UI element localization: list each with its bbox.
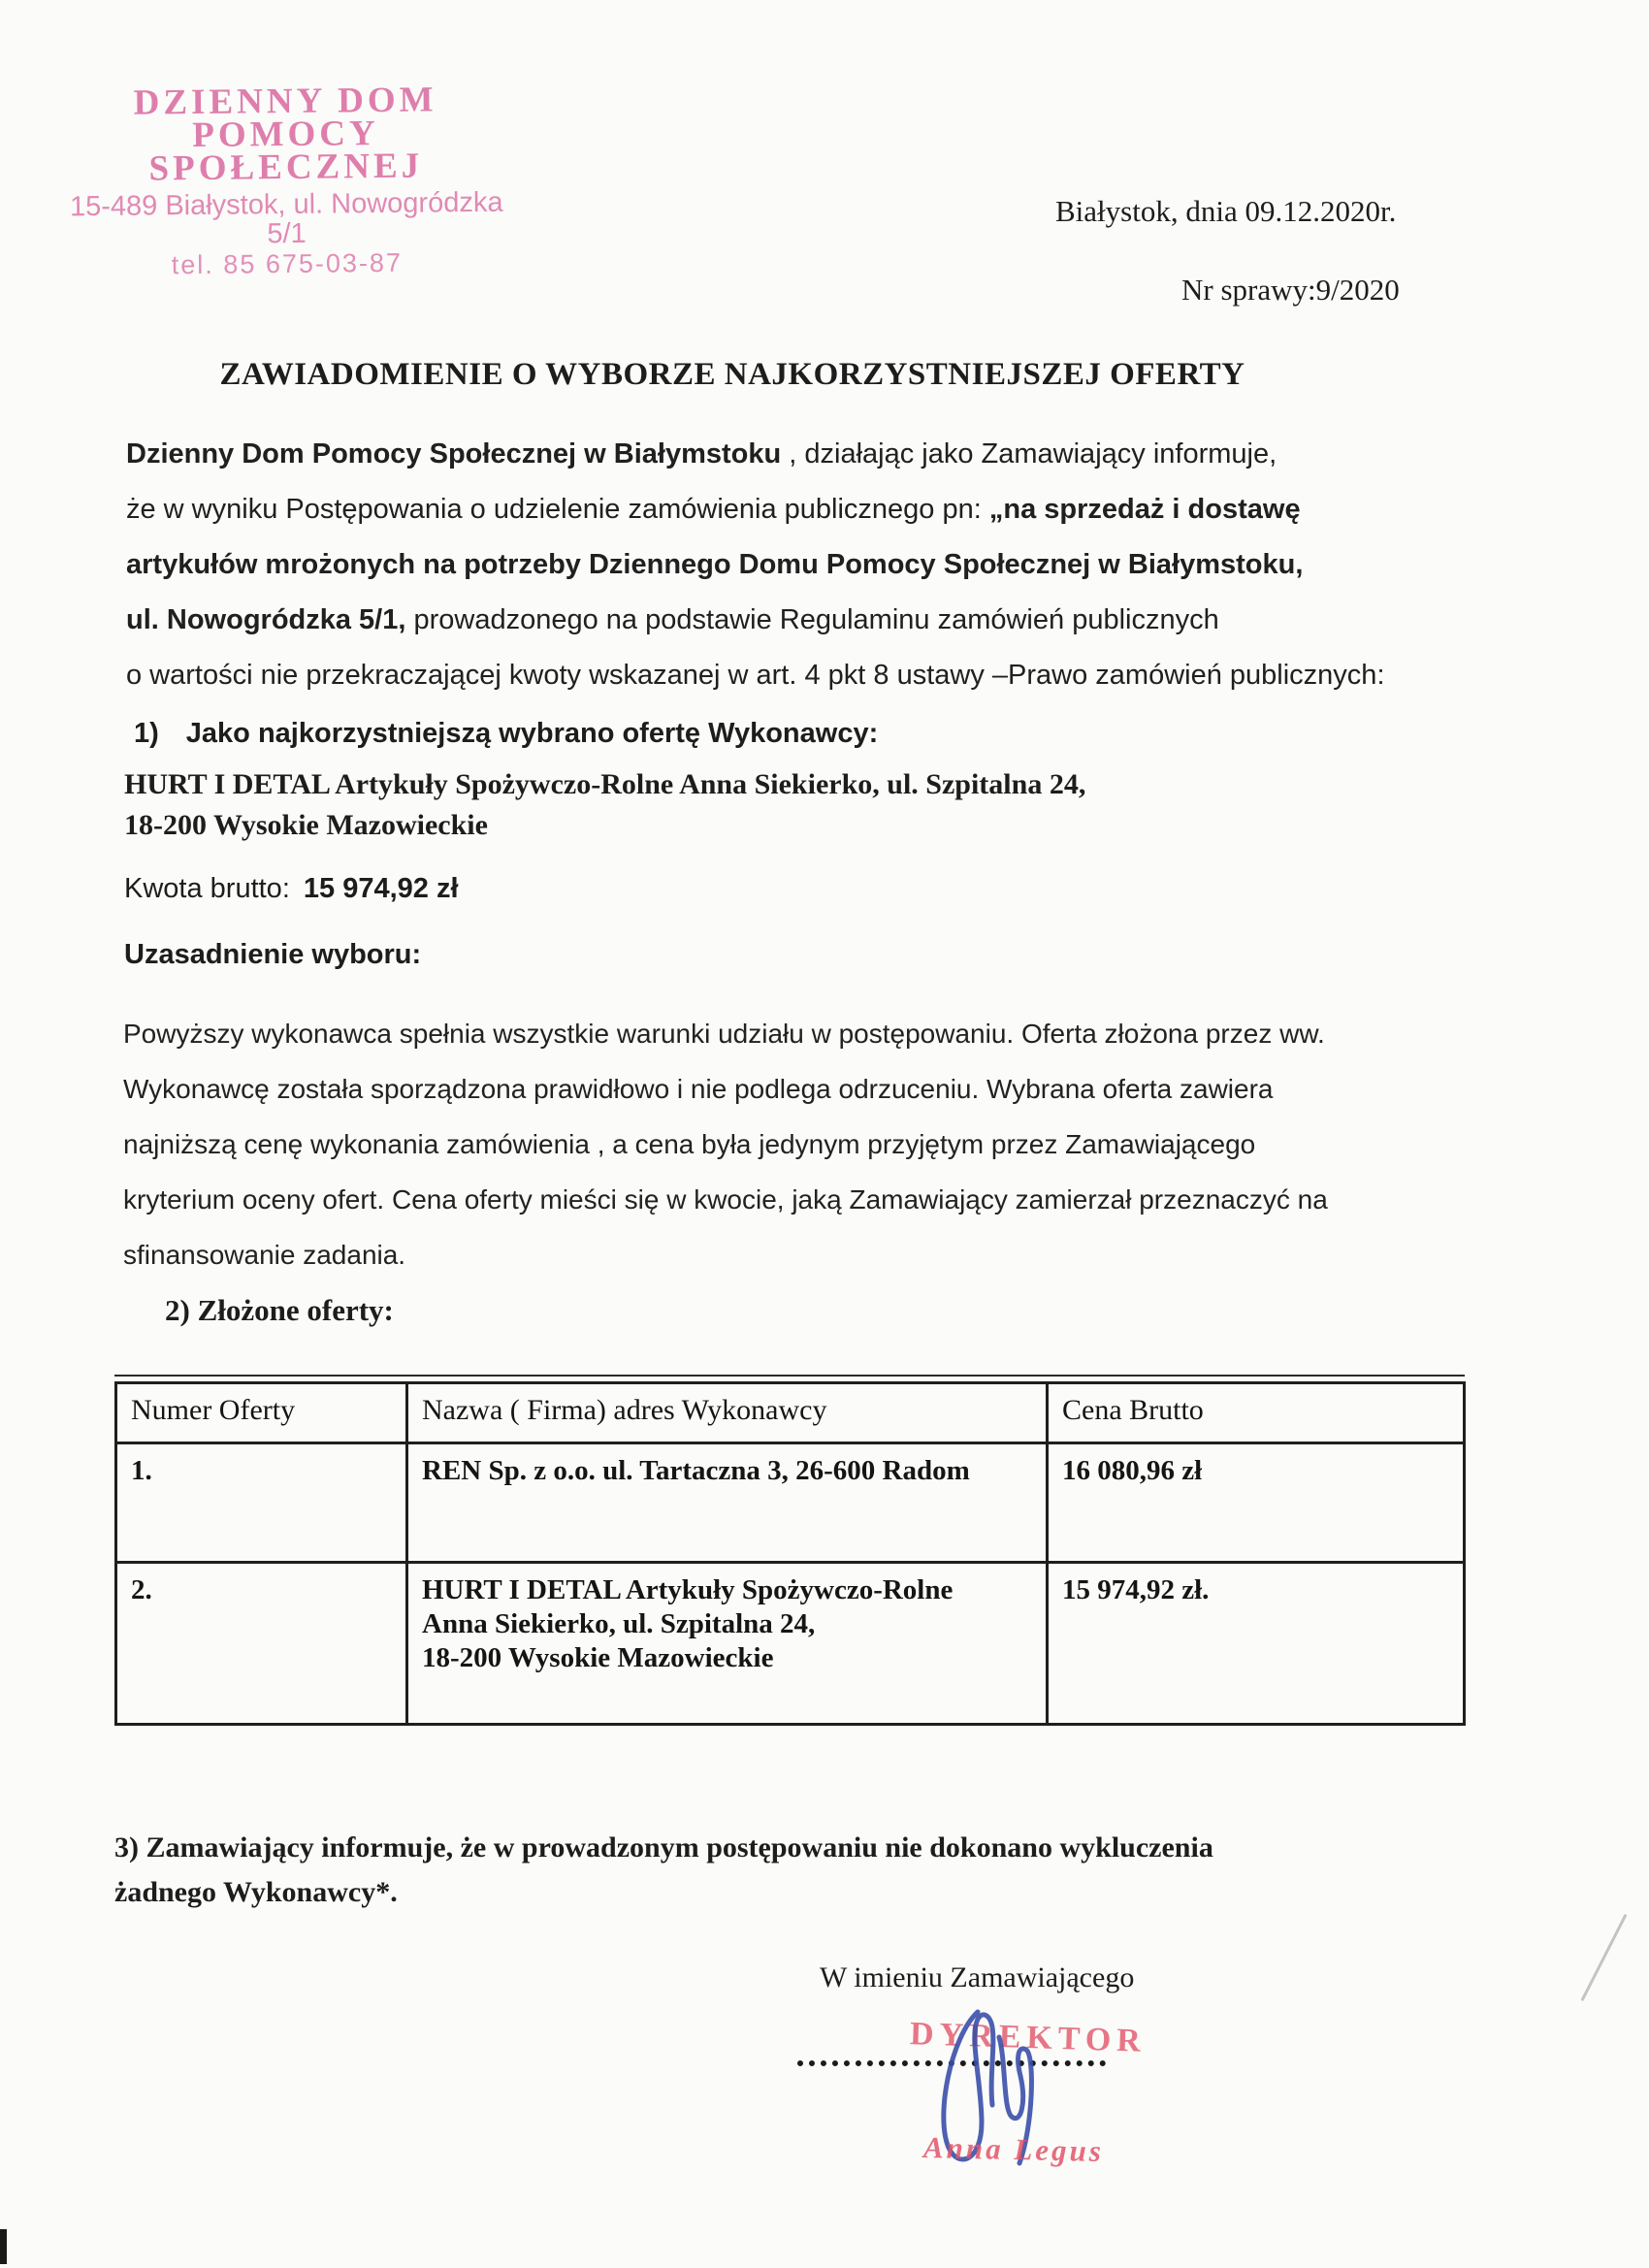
table-top-scan-line bbox=[114, 1375, 1465, 1377]
intro-seg: , działając jako Zamawiający informuje, bbox=[781, 438, 1277, 470]
director-role-stamp: DYREKTOR bbox=[909, 2016, 1148, 2059]
justification-heading: Uzasadnienie wyboru: bbox=[124, 939, 422, 970]
point1-heading-text: Jako najkorzystniejszą wybrano ofertę Wykonawcy: bbox=[185, 718, 879, 749]
col-header-contractor: Nazwa ( Firma) adres Wykonawcy bbox=[407, 1383, 1048, 1443]
contractor-line: Anna Siekierko, ul. Szpitalna 24, bbox=[422, 1608, 816, 1639]
offers-table bbox=[114, 1381, 1466, 1726]
document-title: ZAWIADOMIENIE O WYBORZE NAJKORZYSTNIEJSZEJ OFERTY bbox=[219, 357, 1245, 392]
intro-seg: że w wyniku Postępowania o udzielenie zamówienia publicznego pn: bbox=[126, 494, 989, 525]
justification-line: najniższą cenę wykonania zamówienia , a cena była jedynym przyjętym przez Zamawiającego bbox=[123, 1129, 1256, 1159]
justification-line: sfinansowanie zadania. bbox=[123, 1240, 406, 1270]
intro-line-2 bbox=[126, 494, 1301, 526]
place-and-date: Białystok, dnia 09.12.2020r. bbox=[1055, 194, 1397, 228]
office-stamp-name-line2: POMOCY SPOŁECZNEJ bbox=[148, 113, 424, 189]
gross-amount-label: Kwota brutto: bbox=[124, 873, 290, 904]
justification-line: Wykonawcę została sporządzona prawidłowo i nie podlega odrzuceniu. Wybrana oferta zawiera bbox=[123, 1074, 1274, 1104]
point3-line1: 3) Zamawiający informuje, że w prowadzonym postępowaniu nie dokonano wykluczenia bbox=[114, 1831, 1213, 1863]
justification-line: kryterium oceny ofert. Cena oferty mieści się w kwocie, jaką Zamawiający zamierzał przeznaczyć na bbox=[123, 1184, 1328, 1215]
intro-line-5 bbox=[126, 660, 1385, 692]
offer-number-cell: 2. bbox=[116, 1563, 407, 1725]
office-stamp-phone: tel. 85 675-03-87 bbox=[171, 247, 404, 280]
director-name-stamp: Anna Legus bbox=[922, 2130, 1105, 2168]
intro-seg: artykułów mrożonych na potrzeby Dziennego Domu Pomocy Społecznej w Białymstoku, bbox=[126, 549, 1304, 580]
intro-seg: o wartości nie przekraczającej kwoty wskazanej w art. 4 pkt 8 ustawy –Prawo zamówień publicznych: bbox=[126, 660, 1385, 691]
table-row bbox=[116, 1563, 1465, 1725]
offers-table-header-row bbox=[116, 1383, 1465, 1443]
intro-seg: „na sprzedaż i dostawę bbox=[988, 494, 1301, 525]
col-header-offer-number: Numer Oferty bbox=[116, 1383, 407, 1443]
contractor-line: HURT I DETAL Artykuły Spożywczo-Rolne bbox=[422, 1574, 954, 1605]
justification-line: Powyższy wykonawca spełnia wszystkie warunki udziału w postępowaniu. Oferta złożona przez ww. bbox=[123, 1019, 1325, 1049]
intro-seg: ul. Nowogródzka 5/1, bbox=[126, 604, 406, 635]
office-stamp-address: 15-489 Białystok, ul. Nowogródzka 5/1 bbox=[69, 186, 503, 250]
point1-heading bbox=[134, 718, 878, 750]
intro-line-3 bbox=[126, 549, 1303, 581]
case-number: Nr sprawy:9/2020 bbox=[1181, 273, 1400, 307]
gross-amount-line bbox=[124, 873, 459, 905]
scan-edge-artifact bbox=[1580, 1914, 1627, 2001]
table-row bbox=[116, 1443, 1465, 1563]
contractor-line: REN Sp. z o.o. ul. Tartaczna 3, 26-600 Radom bbox=[422, 1455, 970, 1486]
intro-line-4 bbox=[126, 604, 1219, 636]
contractor-cell bbox=[407, 1563, 1048, 1725]
office-stamp bbox=[52, 82, 520, 280]
scan-corner-artifact bbox=[0, 2229, 7, 2264]
price-cell: 16 080,96 zł bbox=[1048, 1443, 1465, 1563]
on-behalf-text: W imieniu Zamawiającego bbox=[820, 1961, 1135, 1993]
winner-name-line1: HURT I DETAL Artykuły Spożywczo-Rolne Anna Siekierko, ul. Szpitalna 24, bbox=[124, 768, 1086, 800]
intro-seg: Dzienny Dom Pomocy Społecznej w Białymstoku bbox=[126, 438, 782, 470]
price-cell: 15 974,92 zł. bbox=[1048, 1563, 1465, 1725]
handwritten-signature bbox=[922, 2000, 1048, 2204]
intro-seg: prowadzonego na podstawie Regulaminu zamówień publicznych bbox=[405, 604, 1219, 635]
col-header-gross-price: Cena Brutto bbox=[1048, 1383, 1465, 1443]
point1-number: 1) bbox=[134, 718, 159, 749]
point3-line2: żadnego Wykonawcy*. bbox=[114, 1876, 398, 1908]
gross-amount-value: 15 974,92 zł bbox=[303, 873, 459, 904]
intro-line-1 bbox=[126, 438, 1277, 470]
contractor-cell bbox=[407, 1443, 1048, 1563]
winner-name-line2: 18-200 Wysokie Mazowieckie bbox=[124, 809, 488, 841]
offer-number-cell: 1. bbox=[116, 1443, 407, 1563]
contractor-line: 18-200 Wysokie Mazowieckie bbox=[422, 1642, 774, 1673]
point2-heading: 2) Złożone oferty: bbox=[165, 1293, 394, 1327]
office-stamp-name-line1: DZIENNY DOM bbox=[133, 80, 437, 123]
